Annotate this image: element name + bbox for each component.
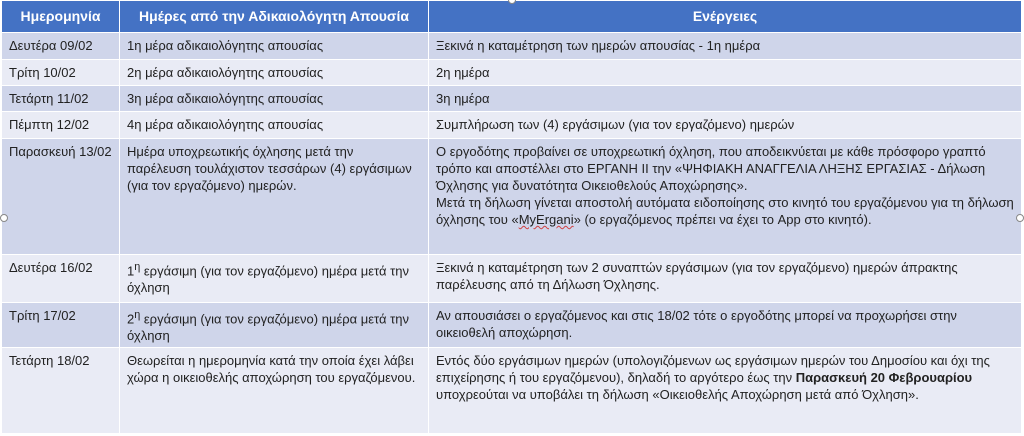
table-row xyxy=(2,303,1022,348)
header-actions: Ενέργειες xyxy=(429,1,1022,33)
table-row xyxy=(2,348,1022,434)
action-text: » (ο εργαζόμενος πρέπει να έχει το App στο κινητό). xyxy=(573,212,872,227)
table-row xyxy=(2,60,1022,86)
cell-day: 3η μέρα αδικαιολόγητης απουσίας xyxy=(120,86,429,112)
action-text: Εντός δύο εργάσιμων ημερών (υπολογιζόμενων ως εργάσιμων ημερών του Δημοσίου και όχι της επιχείρησης ή του εργαζόμενου), δηλαδή το αργότερο έως την xyxy=(436,353,990,386)
left-resize-handle[interactable] xyxy=(0,214,8,222)
cell-action: 2η ημέρα xyxy=(429,60,1022,86)
deadline-date: Παρασκευή 20 Φεβρουαρίου xyxy=(795,370,973,386)
day-suffix: η xyxy=(134,261,141,273)
header-days: Ημέρες από την Αδικαιολόγητη Απουσία xyxy=(120,1,429,33)
cell-day xyxy=(120,255,429,303)
cell-date: Δευτέρα 16/02 xyxy=(2,255,120,303)
cell-day: 4η μέρα αδικαιολόγητης απουσίας xyxy=(120,112,429,139)
cell-action xyxy=(429,139,1022,255)
header-row xyxy=(2,1,1022,33)
absence-timeline-table xyxy=(1,0,1022,434)
cell-action: 3η ημέρα xyxy=(429,86,1022,112)
cell-day: Ημέρα υποχρεωτικής όχλησης μετά την παρέλευση τουλάχιστον τεσσάρων (4) εργάσιμων (για τον εργαζόμενο) ημερών. xyxy=(120,139,429,255)
table-row xyxy=(2,255,1022,303)
cell-day xyxy=(120,303,429,348)
right-resize-handle[interactable] xyxy=(1016,214,1024,222)
cell-action: Ξεκινά η καταμέτρηση των ημερών απουσίας - 1η ημέρα xyxy=(429,33,1022,60)
cell-action xyxy=(429,348,1022,434)
app-name: MyErgani xyxy=(518,212,574,227)
cell-day: 2η μέρα αδικαιολόγητης απουσίας xyxy=(120,60,429,86)
action-paragraph xyxy=(436,194,1014,228)
day-number: 1 xyxy=(127,263,135,279)
action-text: υποχρεούται να υποβάλει τη δήλωση «Οικειοθελής Αποχώρηση μετά από Όχληση». xyxy=(436,387,919,403)
table-row xyxy=(2,112,1022,139)
table-row xyxy=(2,86,1022,112)
cell-date: Πέμπτη 12/02 xyxy=(2,112,120,139)
day-text: εργάσιμη (για τον εργαζόμενο) ημέρα μετά την όχληση xyxy=(127,311,409,344)
cell-day: 1η μέρα αδικαιολόγητης απουσίας xyxy=(120,33,429,60)
action-text: Μετά τη δήλωση γίνεται αποστολή αυτόματα ειδοποίησης στο κινητό του εργαζόμενου για τη δήλωση όχλησης του « xyxy=(436,195,1014,227)
cell-action: Ξεκινά η καταμέτρηση των 2 συναπτών εργάσιμων (για τον εργαζόμενο) ημερών άπρακτης παρέλευσης από τη Δήλωση Όχλησης. xyxy=(429,255,1022,303)
action-paragraph: Ο εργοδότης προβαίνει σε υποχρεωτική όχληση, που αποδεικνύεται με κάθε πρόσφορο γραπτό τρόπο και αποστέλλει στο ΕΡΓΑΝΗ ΙΙ την «ΨΗΦΙΑΚΗ ΑΝΑΓΓΕΛΙΑ ΛΗΞΗΣ ΕΡΓΑΣΙΑΣ - Δήλωση Όχλησης για δυνατότητα Οικειοθελούς Αποχώρησης». xyxy=(436,144,986,193)
cell-date: Τετάρτη 18/02 xyxy=(2,348,120,434)
table-row xyxy=(2,33,1022,60)
table-row xyxy=(2,139,1022,255)
cell-action: Αν απουσιάσει ο εργαζόμενος και στις 18/02 τότε ο εργοδότης μπορεί να προχωρήσει στην οικειοθελή αποχώρηση. xyxy=(429,303,1022,348)
cell-date: Τρίτη 10/02 xyxy=(2,60,120,86)
cell-date: Παρασκευή 13/02 xyxy=(2,139,120,255)
cell-date: Τρίτη 17/02 xyxy=(2,303,120,348)
cell-date: Τετάρτη 11/02 xyxy=(2,86,120,112)
cell-action: Συμπλήρωση των (4) εργάσιμων (για τον εργαζόμενο) ημερών xyxy=(429,112,1022,139)
day-number: 2 xyxy=(127,311,135,327)
cell-date: Δευτέρα 09/02 xyxy=(2,33,120,60)
day-text: εργάσιμη (για τον εργαζόμενο) ημέρα μετά την όχληση xyxy=(127,263,409,296)
day-suffix: η xyxy=(134,309,141,321)
cell-day: Θεωρείται η ημερομηνία κατά την οποία έχει λάβει χώρα η οικειοθελής αποχώρηση του εργαζόμενου. xyxy=(120,348,429,434)
header-date: Ημερομηνία xyxy=(2,1,120,33)
